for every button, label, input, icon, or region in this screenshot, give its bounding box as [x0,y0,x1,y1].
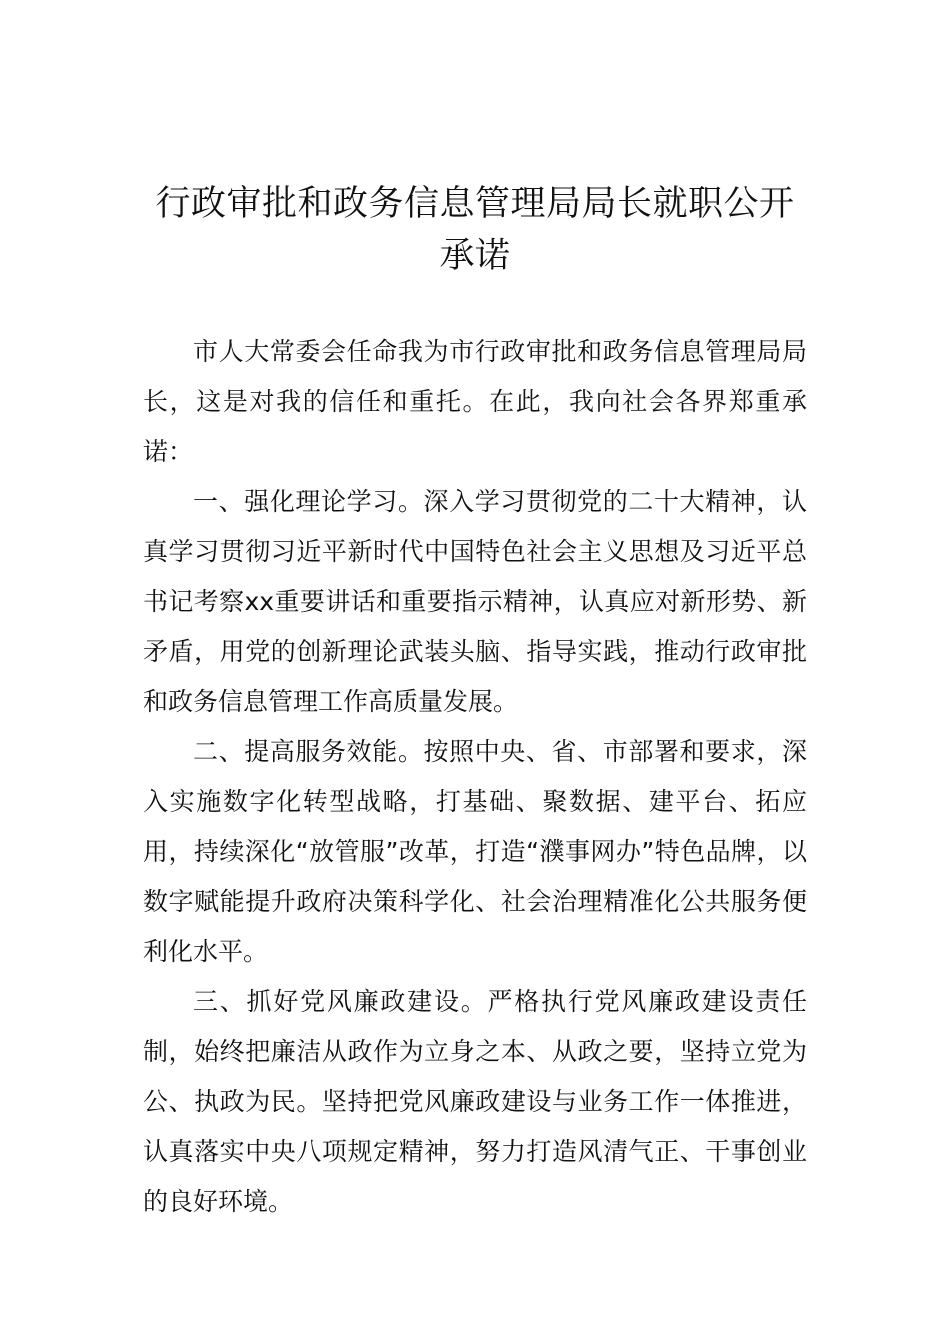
document-title: 行政审批和政务信息管理局局长就职公开承诺 [155,184,795,276]
paragraph-service-efficiency: 二、提高服务效能。按照中央、省、市部署和要求，深入实施数字化转型战略，打基础、聚数据、建平台、拓应用，持续深化“放管服”改革，打造“濮事网办”特色品牌，以数字赋能提升政府决策科学化、社会治理精准化公共服务便利化水平。 [143,737,807,966]
paragraph-intro: 市人大常委会任命我为市行政审批和政务信息管理局局长，这是对我的信任和重托。在此，我向社会各界郑重承诺： [143,337,807,466]
paragraph-integrity-building: 三、抓好党风廉政建设。严格执行党风廉政建设责任制，始终把廉洁从政作为立身之本、从政之要，坚持立党为公、执政为民。坚持把党风廉政建设与业务工作一体推进，认真落实中央八项规定精神，努力打造风清气正、干事创业的良好环境。 [143,987,807,1216]
paragraph-theory-study: 一、强化理论学习。深入学习贯彻党的二十大精神，认真学习贯彻习近平新时代中国特色社会主义思想及习近平总书记考察xx重要讲话和重要指示精神，认真应对新形势、新矛盾，用党的创新理论武装头脑、指导实践，推动行政审批和政务信息管理工作高质量发展。 [143,487,807,716]
document-body [143,327,807,1227]
